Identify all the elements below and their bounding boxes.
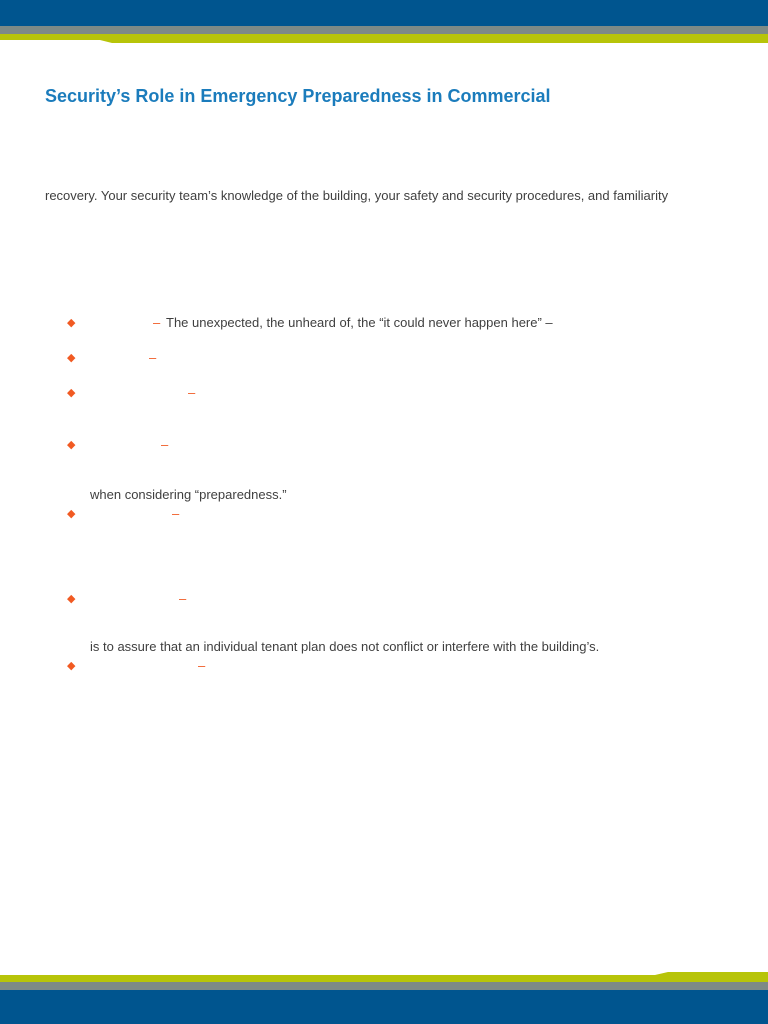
diamond-bullet-icon: ◆ xyxy=(67,352,76,364)
header-green-stripe xyxy=(0,34,768,43)
diamond-bullet-icon: ◆ xyxy=(67,439,76,451)
continuation-line-1: when considering “preparedness.” xyxy=(90,487,287,502)
bullet-dash: – xyxy=(188,385,196,400)
intro-paragraph-line: recovery. Your security team’s knowledge of the building, your safety and security procedures, and familiarity xyxy=(45,188,669,203)
footer-blue-band xyxy=(0,990,768,1024)
continuation-line-2: is to assure that an individual tenant plan does not conflict or interfere with the building’s. xyxy=(90,639,600,654)
bullet-dash: – xyxy=(161,437,169,452)
page-title: Security’s Role in Emergency Preparedness in Commercial xyxy=(45,86,551,106)
diamond-bullet-icon: ◆ xyxy=(67,508,76,520)
diamond-bullet-icon: ◆ xyxy=(67,593,76,605)
bullet-dash: – xyxy=(149,350,157,365)
bullet-text: The unexpected, the unheard of, the “it could never happen here” – xyxy=(166,315,553,330)
footer-stripes xyxy=(0,970,768,990)
bullet-dash: – xyxy=(153,315,161,330)
diamond-bullet-icon: ◆ xyxy=(67,387,76,399)
header-gray-stripe xyxy=(0,26,768,34)
diamond-bullet-icon: ◆ xyxy=(67,317,76,329)
bullet-dash: – xyxy=(179,591,187,606)
footer-green-stripe xyxy=(0,972,768,982)
bullet-dash: – xyxy=(198,658,206,673)
footer-gray-stripe xyxy=(0,982,768,990)
bullet-dash: – xyxy=(172,506,180,521)
header-stripes xyxy=(0,26,768,43)
header-blue-band xyxy=(0,0,768,26)
diamond-bullet-icon: ◆ xyxy=(67,660,76,672)
